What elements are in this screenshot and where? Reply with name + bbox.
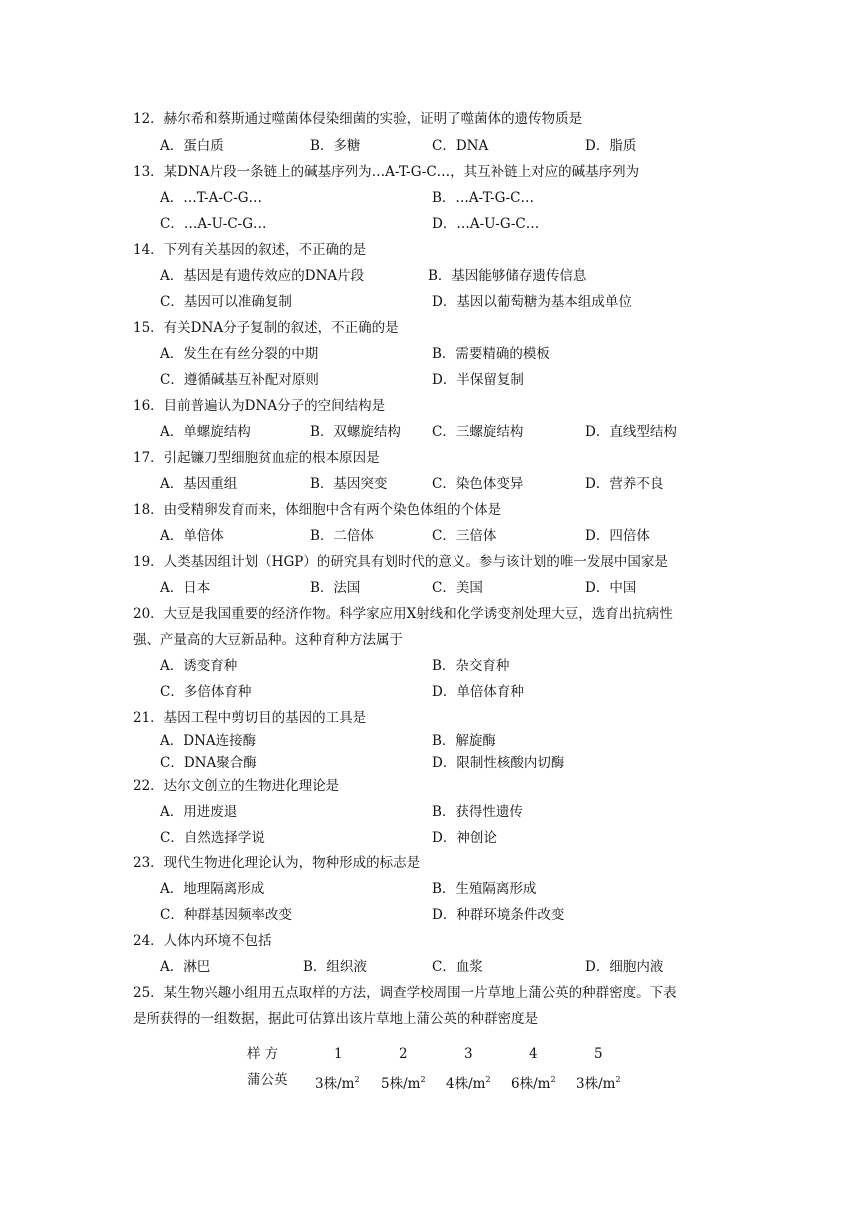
q16-option-d: D．直线型结构 bbox=[585, 424, 677, 440]
q19-option-b: B．法国 bbox=[310, 580, 361, 596]
question-15-stem: 15．有关DNA分子复制的叙述，不正确的是 bbox=[133, 320, 399, 336]
q21-option-a: A．DNA连接酶 bbox=[160, 733, 257, 749]
q13-option-c: C．…A-U-C-G… bbox=[160, 216, 267, 232]
q23-option-b: B．生殖隔离形成 bbox=[432, 881, 537, 897]
table-cell-3: 4株$/m^2$ bbox=[446, 1075, 491, 1092]
q20-option-b: B．杂交育种 bbox=[432, 658, 510, 674]
q17-option-d: D．营养不良 bbox=[585, 476, 664, 492]
question-20-stem-cont: 强、产量高的大豆新品种。这种育种方法属于 bbox=[133, 632, 403, 648]
question-25-stem: 25．某生物兴趣小组用五点取样的方法，调查学校周围一片草地上蒲公英的种群密度。下表 bbox=[133, 985, 677, 1001]
q23-option-d: D．种群环境条件改变 bbox=[432, 907, 565, 923]
q21-option-d: D．限制性核酸内切酶 bbox=[432, 755, 565, 771]
q24-option-a: A．淋巴 bbox=[160, 959, 211, 975]
q18-option-b: B．二倍体 bbox=[310, 528, 374, 544]
q15-option-a: A．发生在有丝分裂的中期 bbox=[160, 346, 319, 362]
question-24-stem: 24．人体内环境不包括 bbox=[133, 933, 272, 949]
table-header-1: 1 bbox=[334, 1046, 343, 1062]
table-header-label: 样 方 bbox=[247, 1046, 279, 1062]
q13-option-b: B．…A-T-G-C… bbox=[432, 190, 535, 206]
q19-option-d: D．中国 bbox=[585, 580, 637, 596]
q16-option-b: B．双螺旋结构 bbox=[310, 424, 401, 440]
question-20-stem: 20．大豆是我国重要的经济作物。科学家应用X射线和化学诱变剂处理大豆，选育出抗病性 bbox=[133, 606, 673, 622]
q17-option-a: A．基因重组 bbox=[160, 476, 238, 492]
q22-option-c: C．自然选择学说 bbox=[160, 830, 265, 846]
q12-option-b: B．多糖 bbox=[310, 138, 361, 154]
table-header-5: 5 bbox=[594, 1046, 603, 1062]
q20-option-d: D．单倍体育种 bbox=[432, 684, 524, 700]
question-25-stem-cont: 是所获得的一组数据，据此可估算出该片草地上蒲公英的种群密度是 bbox=[133, 1011, 538, 1027]
q14-option-b: B．基因能够储存遗传信息 bbox=[428, 268, 587, 284]
question-16-stem: 16．目前普遍认为DNA分子的空间结构是 bbox=[133, 398, 386, 414]
q14-option-a: A．基因是有遗传效应的DNA片段 bbox=[160, 268, 365, 284]
q12-option-a: A．蛋白质 bbox=[160, 138, 224, 154]
q17-option-b: B．基因突变 bbox=[310, 476, 388, 492]
question-18-stem: 18．由受精卵发育而来，体细胞中含有两个染色体组的个体是 bbox=[133, 502, 502, 518]
q21-option-c: C．DNA聚合酶 bbox=[160, 755, 257, 771]
q18-option-a: A．单倍体 bbox=[160, 528, 224, 544]
q13-option-d: D．…A-U-G-C… bbox=[432, 216, 540, 232]
question-12-stem: 12．赫尔希和蔡斯通过噬菌体侵染细菌的实验，证明了噬菌体的遗传物质是 bbox=[133, 111, 583, 127]
q23-option-a: A．地理隔离形成 bbox=[160, 881, 265, 897]
q24-option-b: B．组织液 bbox=[303, 959, 367, 975]
question-13-stem: 13．某DNA片段一条链上的碱基序列为…A-T-G-C…，其互补链上对应的碱基序列为 bbox=[133, 164, 640, 180]
q17-option-c: C．染色体变异 bbox=[432, 476, 524, 492]
question-14-stem: 14．下列有关基因的叙述，不正确的是 bbox=[133, 242, 367, 258]
q15-option-c: C．遵循碱基互补配对原则 bbox=[160, 372, 319, 388]
q23-option-c: C．种群基因频率改变 bbox=[160, 907, 292, 923]
question-17-stem: 17．引起镰刀型细胞贫血症的根本原因是 bbox=[133, 450, 380, 466]
q24-option-c: C．血浆 bbox=[432, 959, 483, 975]
q12-option-c: C．DNA bbox=[432, 138, 489, 154]
q24-option-d: D．细胞内液 bbox=[585, 959, 664, 975]
table-cell-2: 5株$/m^2$ bbox=[381, 1075, 426, 1092]
q21-option-b: B．解旋酶 bbox=[432, 733, 496, 749]
table-header-3: 3 bbox=[464, 1046, 473, 1062]
q16-option-c: C．三螺旋结构 bbox=[432, 424, 524, 440]
q15-option-d: D．半保留复制 bbox=[432, 372, 524, 388]
q22-option-b: B．获得性遗传 bbox=[432, 804, 523, 820]
question-21-stem: 21．基因工程中剪切目的基因的工具是 bbox=[133, 710, 367, 726]
q16-option-a: A．单螺旋结构 bbox=[160, 424, 251, 440]
q18-option-c: C．三倍体 bbox=[432, 528, 497, 544]
table-header-4: 4 bbox=[529, 1046, 538, 1062]
q20-option-a: A．诱变育种 bbox=[160, 658, 238, 674]
table-cell-4: 6株$/m^2$ bbox=[511, 1075, 556, 1092]
question-23-stem: 23．现代生物进化理论认为，物种形成的标志是 bbox=[133, 855, 421, 871]
table-header-2: 2 bbox=[399, 1046, 408, 1062]
q22-option-d: D．神创论 bbox=[432, 830, 497, 846]
q18-option-d: D．四倍体 bbox=[585, 528, 650, 544]
table-cell-1: 3株$/m^2$ bbox=[315, 1075, 360, 1092]
q20-option-c: C．多倍体育种 bbox=[160, 684, 252, 700]
q19-option-c: C．美国 bbox=[432, 580, 483, 596]
table-cell-5: 3株$/m^2$ bbox=[576, 1075, 621, 1092]
q13-option-a: A．…T-A-C-G… bbox=[160, 190, 263, 206]
q12-option-d: D．脂质 bbox=[585, 138, 637, 154]
q22-option-a: A．用进废退 bbox=[160, 804, 238, 820]
table-row-label: 蒲公英 bbox=[247, 1072, 288, 1088]
question-22-stem: 22．达尔文创立的生物进化理论是 bbox=[133, 778, 340, 794]
q14-option-c: C．基因可以准确复制 bbox=[160, 294, 292, 310]
question-19-stem: 19．人类基因组计划（HGP）的研究具有划时代的意义。参与该计划的唯一发展中国家是 bbox=[133, 554, 668, 570]
q15-option-b: B．需要精确的模板 bbox=[432, 346, 550, 362]
q14-option-d: D．基因以葡萄糖为基本组成单位 bbox=[432, 294, 632, 310]
q19-option-a: A．日本 bbox=[160, 580, 211, 596]
